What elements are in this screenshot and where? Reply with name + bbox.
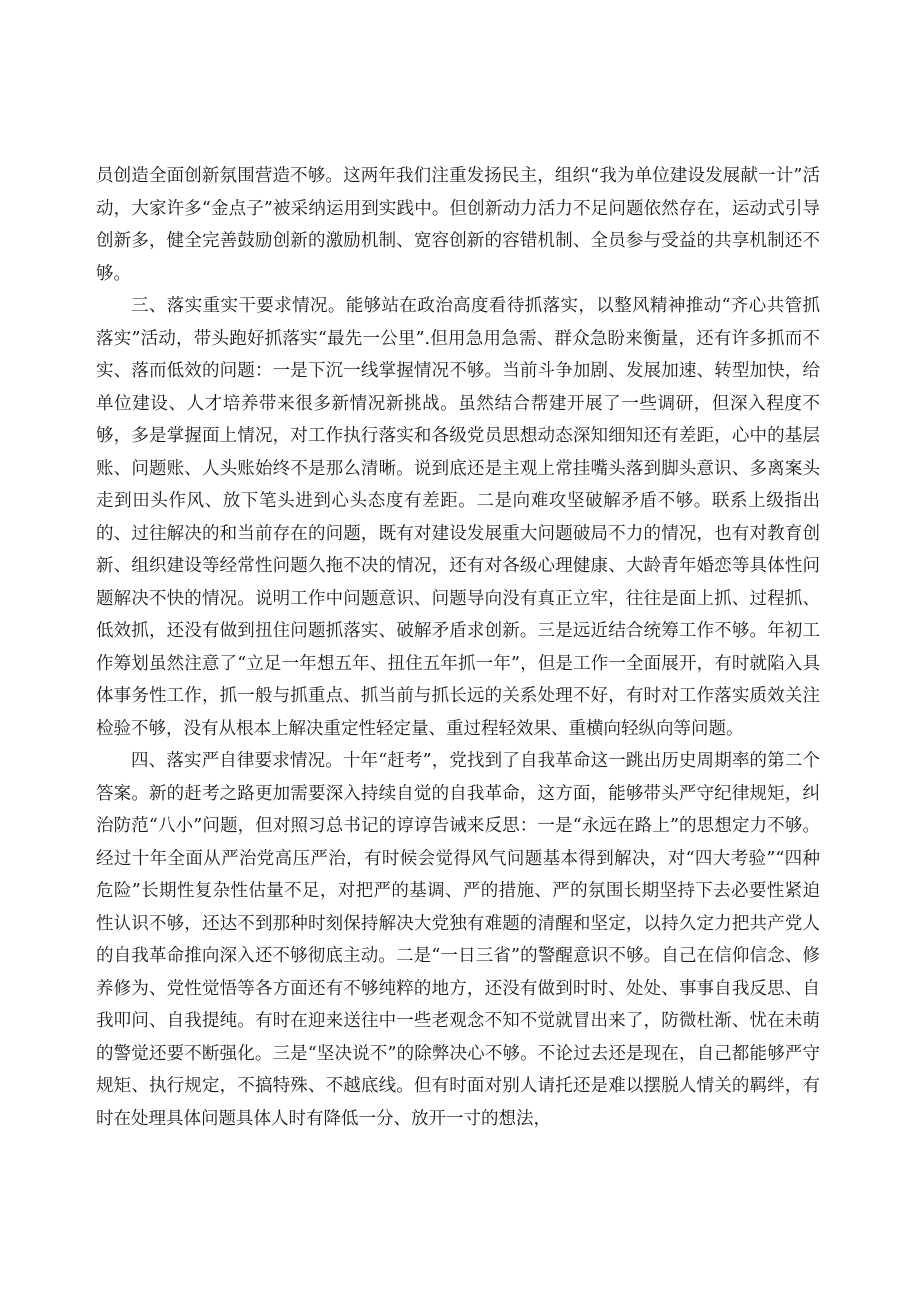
document-body	[96, 160, 820, 1135]
paragraph-section-three: 三、落实重实干要求情况。能够站在政治高度看待抓落实，以整风精神推动“齐心共管抓落实”活动，带头跑好抓落实“最先一公里”.但用急用急需、群众急盼来衡量，还有许多抓而不实、落而低效的问题：一是下沉一线掌握情况不够。当前斗争加剧、发展加速、转型加快，给单位建设、人才培养带来很多新情况新挑战。虽然结合帮建开展了一些调研，但深入程度不够，多是掌握面上情况，对工作执行落实和各级党员思想动态深知细知还有差距，心中的基层账、问题账、人头账始终不是那么清晰。说到底还是主观上常挂嘴头落到脚头意识、多离案头走到田头作风、放下笔头进到心头态度有差距。二是向难攻坚破解矛盾不够。联系上级指出的、过往解决的和当前存在的问题，既有对建设发展重大问题破局不力的情况，也有对教育创新、组织建设等经常性问题久拖不决的情况，还有对各级心理健康、大龄青年婚恋等具体性问题解决不快的情况。说明工作中问题意识、问题导向没有真正立牢，往往是面上抓、过程抓、低效抓，还没有做到扭住问题抓落实、破解矛盾求创新。三是远近结合统筹工作不够。年初工作筹划虽然注意了“立足一年想五年、扭住五年抓一年”，但是工作一全面展开，有时就陷入具体事务性工作，抓一般与抓重点、抓当前与抓长远的关系处理不好，有时对工作落实质效关注检验不够，没有从根本上解决重定性轻定量、重过程轻效果、重横向轻纵向等问题。	[96, 296, 820, 739]
paragraph-section-four: 四、落实严自律要求情况。十年“赶考”，党找到了自我革命这一跳出历史周期率的第二个答案。新的赶考之路更加需要深入持续自觉的自我革命，这方面，能够带头严守纪律规矩，纠治防范“八小”问题，但对照习总书记的谆谆告诫来反思：一是“永远在路上”的思想定力不够。经过十年全面从严治党高压严治，有时候会觉得风气问题基本得到解决，对“四大考验”“四种危险”长期性复杂性估量不足，对把严的基调、严的措施、严的氛围长期坚持下去必要性紧迫性认识不够，还达不到那种时刻保持解决大党独有难题的清醒和坚定，以持久定力把共产党人的自我革命推向深入还不够彻底主动。二是“一日三省”的警醒意识不够。自己在信仰信念、修养修为、党性觉悟等各方面还有不够纯粹的地方，还没有做到时时、处处、事事自我反思、自我叩问、自我提纯。有时在迎来送往中一些老观念不知不觉就冒出来了，防微杜渐、忧在未萌的警觉还要不断强化。三是“坚决说不”的除弊决心不够。不论过去还是现在，自己都能够严守规矩、执行规定，不搞特殊、不越底线。但有时面对别人请托还是难以摆脱人情关的羁绊，有时在处理具体问题具体人时有降低一分、放开一寸的想法，	[96, 751, 820, 1129]
paragraph-continuation: 员创造全面创新氛围营造不够。这两年我们注重发扬民主，组织“我为单位建设发展献一计”活动，大家许多“金点子”被采纳运用到实践中。但创新动力活力不足问题依然存在，运动式引导创新多，健全完善鼓励创新的激励机制、宽容创新的容错机制、全员参与受益的共享机制还不够。	[96, 166, 820, 284]
